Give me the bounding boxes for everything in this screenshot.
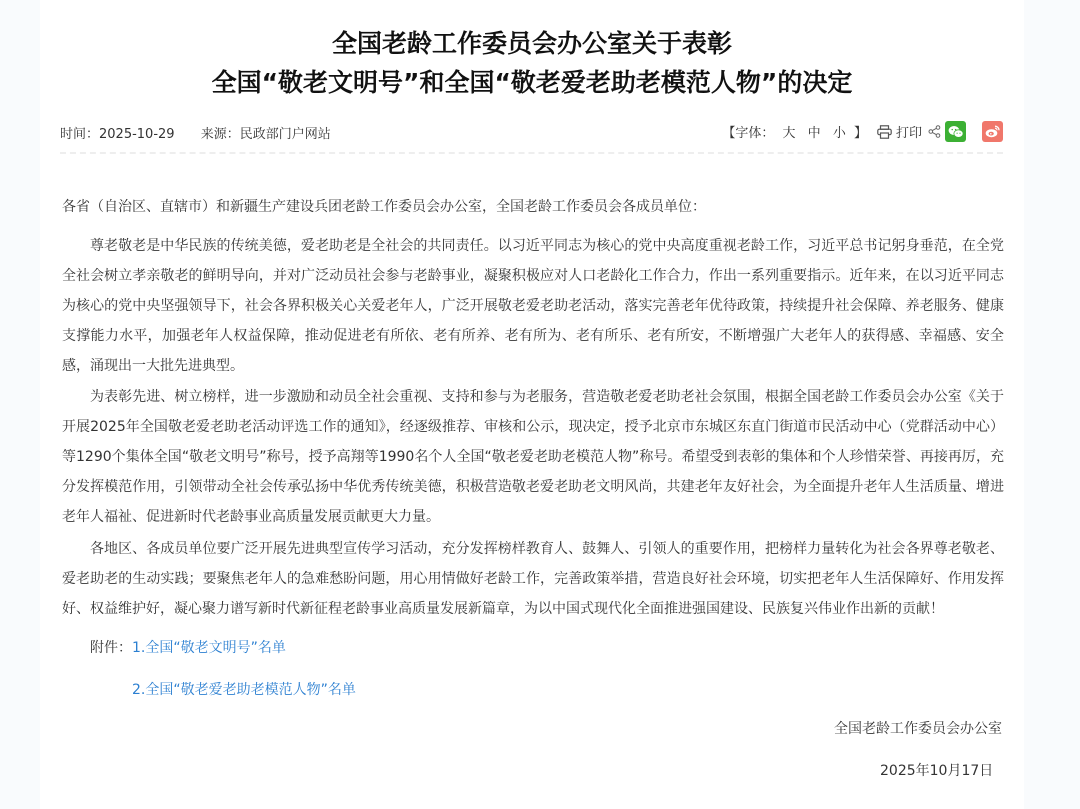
font-size-control	[722, 122, 867, 141]
publish-time: 时间：2025-10-29	[60, 127, 175, 142]
print-button[interactable]	[877, 122, 922, 141]
font-size-small-button[interactable]: 小	[832, 126, 846, 141]
article-meta-info	[60, 123, 353, 142]
attachments-second	[132, 675, 356, 705]
article-tools	[722, 121, 1003, 142]
print-label: 打印	[895, 126, 922, 141]
article-meta-bar	[60, 121, 1003, 143]
meta-divider	[60, 152, 1003, 154]
wechat-share-button[interactable]	[945, 121, 966, 142]
weibo-icon	[985, 125, 1000, 138]
attachment-link-2[interactable]: 2.全国“敬老爱老助老模范人物”名单	[132, 682, 356, 698]
signature-organization: 全国老龄工作委员会办公室	[834, 721, 1002, 737]
attachment-link-1[interactable]: 1.全国“敬老文明号”名单	[132, 640, 286, 656]
body-paragraph-2: 为表彰先进、树立榜样，进一步激励和动员全社会重视、支持和参与为老服务，营造敬老爱老助老社会氛围，根据全国老龄工作委员会办公室《关于开展2025年全国敬老爱老助老活动评选工作的通知》，经逐级推荐、审核和公示，现决定，授予北京市东城区东直门街道市民活动中心（党群活动中心）等1290个集体全国“敬老文明号”称号，授予高翔等1990名个人全国“敬老爱老助老模范人物”称号。希望受到表彰的集体和个人珍惜荣誉、再接再厉，充分发挥模范作用，引领带动全社会传承弘扬中华优秀传统美德，积极营造敬老爱老助老文明风尚，共建老年友好社会，为全面提升老年人生活质量、增进老年人福祉、促进新时代老龄事业高质量发展贡献更大力量。	[62, 389, 1004, 525]
article-title-line-1: 全国老龄工作委员会办公室关于表彰	[331, 29, 732, 58]
font-size-bracket-close: 】	[853, 126, 867, 141]
body-paragraph-3: 各地区、各成员单位要广泛开展先进典型宣传学习活动，充分发挥榜样教育人、鼓舞人、引领人的重要作用，把榜样力量转化为社会各界尊老敬老、爱老助老的生动实践；要聚焦老年人的急难愁盼问题，用心用情做好老龄工作，完善政策举措，营造良好社会环境，切实把老年人生活保障好、作用发挥好、权益维护好，凝心聚力谱写新时代新征程老龄事业高质量发展新篇章，为以中国式现代化全面推进强国建设、民族复兴伟业作出新的贡献！	[62, 541, 1004, 617]
font-size-label: 【字体：	[722, 126, 775, 141]
article-source: 来源：民政部门户网站	[200, 127, 331, 142]
font-size-large-button[interactable]: 大	[782, 126, 796, 141]
salutation: 各省（自治区、直辖市）和新疆生产建设兵团老龄工作委员会办公室，全国老龄工作委员会各成员单位：	[62, 199, 706, 215]
article-page	[40, 0, 1024, 809]
share-icon[interactable]	[928, 125, 941, 138]
font-size-medium-button[interactable]: 中	[807, 126, 821, 141]
wechat-icon	[948, 125, 964, 139]
article-title-line-2: 全国“敬老文明号”和全国“敬老爱老助老模范人物”的决定	[211, 68, 853, 97]
attachments	[90, 633, 286, 663]
signature-date: 2025年10月17日	[880, 763, 994, 779]
weibo-share-button[interactable]	[982, 121, 1003, 142]
printer-icon	[877, 125, 892, 139]
attachments-label: 附件：	[90, 640, 132, 656]
body-paragraph-1: 尊老敬老是中华民族的传统美德，爱老助老是全社会的共同责任。以习近平同志为核心的党中央高度重视老龄工作，习近平总书记躬身垂范，在全党全社会树立孝亲敬老的鲜明导向，并对广泛动员社会参与老龄事业，凝聚积极应对人口老龄化工作合力，作出一系列重要指示。近年来，在以习近平同志为核心的党中央坚强领导下，社会各界积极关心关爱老年人，广泛开展敬老爱老助老活动，落实完善老年优待政策，持续提升社会保障、养老服务、健康支撑能力水平，加强老年人权益保障，推动促进老有所依、老有所养、老有所为、老有所乐、老有所安，不断增强广大老年人的获得感、幸福感、安全感，涌现出一大批先进典型。	[62, 238, 1004, 374]
